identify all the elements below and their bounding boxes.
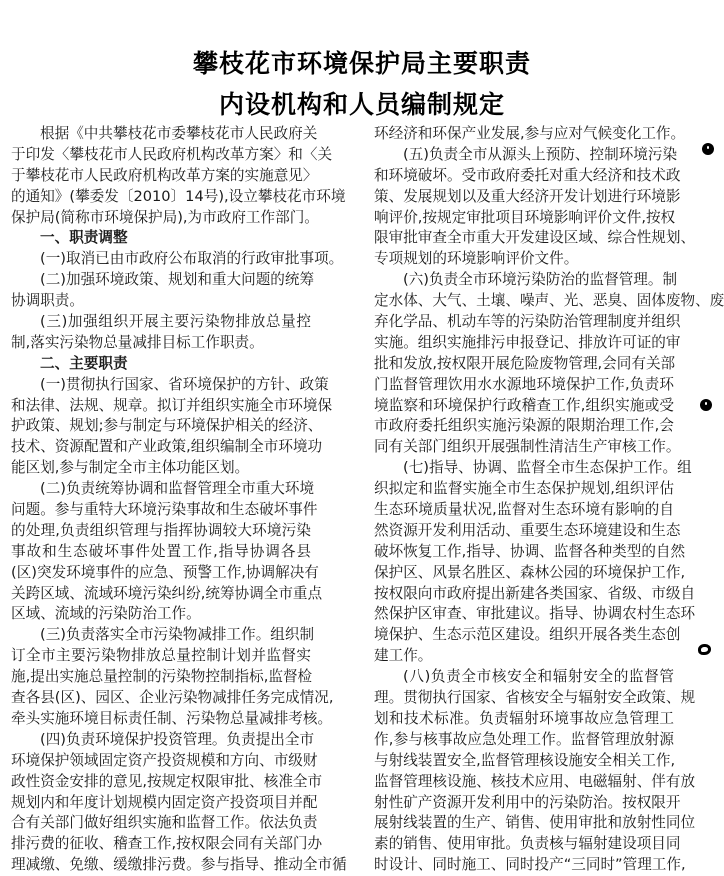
text-line: 于印发〈攀枝花市人民政府机构改革方案〉和〈关 <box>11 145 333 163</box>
text-line: 然保护区审查、审批建议。指导、协调农村生态环 <box>374 605 696 623</box>
text-line: 和环境破坏。受市政府委托对重大经济和技术政 <box>374 166 681 184</box>
binder-hole-icon <box>702 143 714 155</box>
text-line: 环境保护领域固定资产投资规模和方向、市级财 <box>11 751 318 769</box>
text-line: (四)负责环境保护投资管理。负责提出全市 <box>40 730 315 748</box>
text-line: (一)取消已由市政府公布取消的行政审批事项。 <box>40 250 344 268</box>
text-line: 技术、资源配置和产业政策,组织编制全市环境功 <box>11 438 323 456</box>
text-line: 能区划,参与制定全市主体功能区划。 <box>11 459 250 477</box>
text-line: 境保护、生态示范区建设。组织开展各类生态创 <box>374 626 681 644</box>
text-line: 保护局(简称市环境保护局),为市政府工作部门。 <box>11 208 319 226</box>
text-line: 查各县(区)、园区、企业污染物减排任务完成情况, <box>11 689 334 707</box>
right-text-column <box>374 124 724 876</box>
text-line: 时设计、同时施工、同时投产“三同时”管理工作, <box>374 856 686 874</box>
text-line: 门监督管理饮用水水源地环境保护工作,负责环 <box>374 375 674 393</box>
text-line: 施,提出实施总量控制的污染物控制指标,监督检 <box>11 668 313 686</box>
text-line: 环经济和环保产业发展,参与应对气候变化工作。 <box>374 125 686 142</box>
text-line: 理。贯彻执行国家、省核安全与辐射安全政策、规 <box>374 689 696 707</box>
binder-hole-icon <box>698 644 711 655</box>
text-line: (三)负责落实全市污染物减排工作。组织制 <box>40 626 315 644</box>
text-line: 批和发放,按权限开展危险废物管理,会同有关部 <box>374 354 676 372</box>
text-line: (一)贯彻执行国家、省环境保护的方针、政策 <box>40 375 329 393</box>
text-line: 展射线装置的生产、销售、使用审批和放射性同位 <box>374 814 696 832</box>
text-line: 关跨区域、流域环境污染纠纷,统筹协调全市重点 <box>11 584 323 602</box>
text-line: 订全市主要污染物排放总量控制计划并监督实 <box>11 647 311 665</box>
text-line: 牵头实施环境目标责任制、污染物总量减排考核。 <box>11 709 333 727</box>
binder-hole-icon <box>700 399 712 411</box>
text-line: 制,落实污染物总量减排目标工作职责。 <box>11 333 264 351</box>
text-line: (二)负责统筹协调和监督管理全市重大环境 <box>40 480 315 498</box>
text-line: 划和技术标准。负责辐射环境事故应急管理工 <box>374 709 674 727</box>
text-line: (五)负责全市从源头上预防、控制环境污染 <box>403 145 678 163</box>
text-line: 织拟定和监督实施全市生态保护规划,组织评估 <box>374 480 674 498</box>
text-line: 境监察和环境保护行政稽查工作,组织实施或受 <box>374 396 674 414</box>
text-line: 弃化学品、机动车等的污染防治管理制度并组织 <box>374 313 681 331</box>
text-line: 生态环境质量状况,监督对生态环境有影响的自 <box>374 501 674 519</box>
left-text-column <box>11 124 347 876</box>
text-line: 根据《中共攀枝花市委攀枝花市人民政府关 <box>40 125 318 142</box>
text-line: (二)加强环境政策、规划和重大问题的统筹 <box>40 271 315 289</box>
text-line: 保护区、风景名胜区、森林公园的环境保护工作, <box>374 563 686 581</box>
text-line: 按权限向市政府提出新建各类国家、省级、市级自 <box>374 584 696 602</box>
text-line: 的处理,负责组织管理与指挥协调较大环境污染 <box>11 521 311 539</box>
text-line: (三)加强组织开展主要污染物排放总量控 <box>40 313 311 331</box>
text-line: 排污费的征收、稽查工作,按权限会同有关部门办 <box>11 835 323 853</box>
text-line: (六)负责全市环境污染防治的监督管理。制 <box>403 271 678 289</box>
text-line: 和法律、法规、规章。拟订并组织实施全市环境保 <box>11 396 333 414</box>
section-heading: 二、主要职责 <box>40 354 128 372</box>
text-line: 策、发展规划以及重大经济开发计划进行环境影 <box>374 187 681 205</box>
text-line: 合有关部门做好组织实施和监督工作。依法负责 <box>11 814 318 832</box>
text-line: 实施。组织实施排污申报登记、排放许可证的审 <box>374 333 681 351</box>
document-title-line-2: 内设机构和人员编制规定 <box>218 90 505 119</box>
document-title-line-1: 攀枝花市环境保护局主要职责 <box>192 49 531 78</box>
text-line: 问题。参与重特大环境污染事故和生态破坏事件 <box>11 501 318 519</box>
text-line: 政性资金安排的意见,按规定权限审批、核准全市 <box>11 772 323 790</box>
text-line: (八)负责全市核安全和辐射安全的监督管 <box>403 668 674 686</box>
text-line: 市政府委托组织实施污染源的限期治理工作,会 <box>374 417 674 435</box>
text-line: 规划内和年度计划规模内固定资产投资项目并配 <box>11 793 318 811</box>
text-line: 建工作。 <box>374 647 433 665</box>
text-line: 护政策、规划;参与制定与环境保护相关的经济、 <box>11 417 323 435</box>
text-line: 事故和生态破坏事件处置工作,指导协调各县 <box>11 542 311 560</box>
text-line: (七)指导、协调、监督全市生态保护工作。组 <box>403 459 692 477</box>
text-line: 素的销售、使用审批。负责核与辐射建设项目同 <box>374 835 681 853</box>
text-line: 然资源开发利用活动、重要生态环境建设和生态 <box>374 521 681 539</box>
text-line: 射性矿产资源开发利用中的污染防治。按权限开 <box>374 793 681 811</box>
text-line: 与射线装置安全,监督管理核设施安全相关工作, <box>374 751 676 769</box>
text-line: (区)突发环境事件的应急、预警工作,协调解决有 <box>11 563 319 581</box>
section-heading: 一、职责调整 <box>40 229 128 247</box>
text-line: 作,参与核事故应急处理工作。监督管理放射源 <box>374 730 674 748</box>
text-line: 协调职责。 <box>11 292 84 310</box>
text-line: 区域、流域的污染防治工作。 <box>11 605 201 623</box>
text-line: 于攀枝花市人民政府机构改革方案的实施意见〉 <box>11 166 318 184</box>
text-line: 限审批审查全市重大开发建设区域、综合性规划、 <box>374 229 696 247</box>
text-line: 的通知》(攀委发〔2010〕14号),设立攀枝花市环境 <box>11 187 346 205</box>
text-line: 响评价,按规定审批项目环境影响评价文件,按权 <box>374 208 676 226</box>
text-line: 定水体、大气、土壤、噪声、光、恶臭、固体废物、废 <box>374 292 724 310</box>
text-line: 监督管理核设施、核技术应用、电磁辐射、伴有放 <box>374 772 696 790</box>
text-line: 破坏恢复工作,指导、协调、监督各种类型的自然 <box>374 542 686 560</box>
text-line: 同有关部门组织开展强制性清洁生产审核工作。 <box>374 438 681 456</box>
text-line: 理减缴、免缴、缓缴排污费。参与指导、推动全市循 <box>11 856 347 874</box>
text-line: 专项规划的环境影响评价文件。 <box>374 250 579 268</box>
